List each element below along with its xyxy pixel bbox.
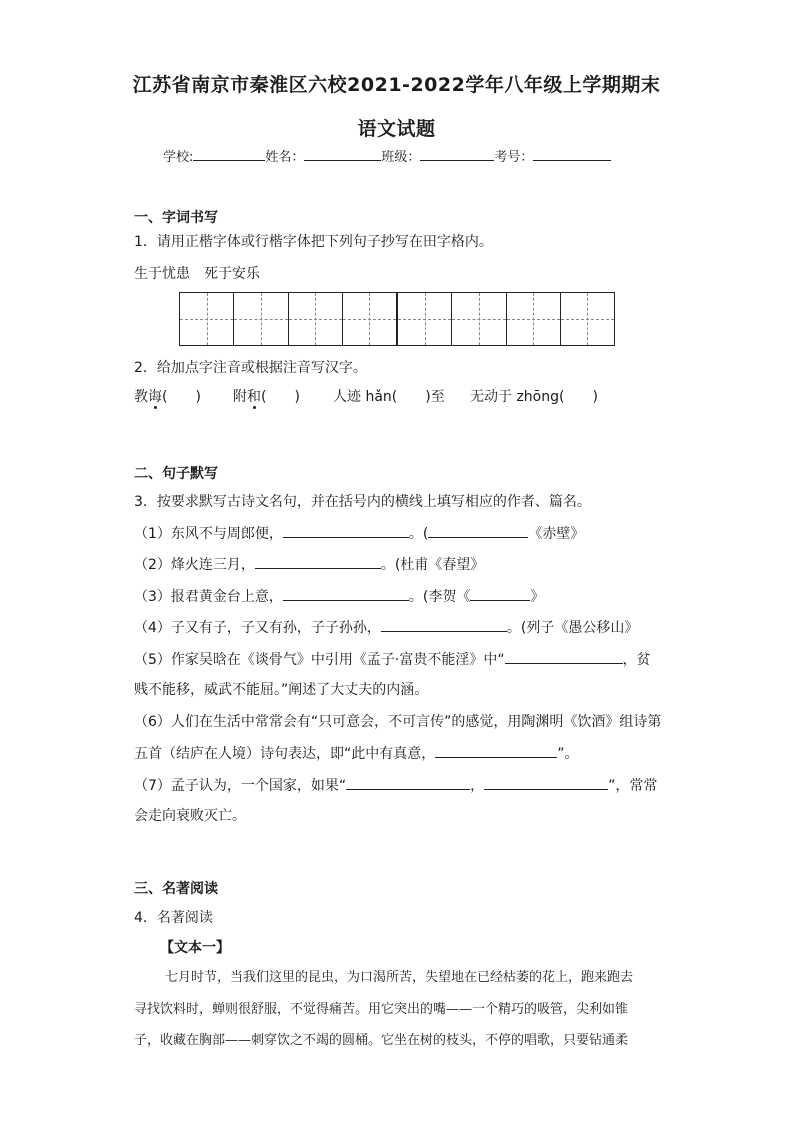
section-heading-2: 二、句子默写 [134,466,218,482]
q2-prompt: 2．给加点字注音或根据注音写汉字。 [134,360,367,376]
answer-blank[interactable] [255,554,381,569]
class-blank[interactable] [420,146,494,161]
answer-blank[interactable] [470,586,530,601]
q2-item-3: 人迹 hǎn( )至 [333,389,445,405]
class-label: 班级： [381,150,421,165]
name-label: 姓名： [265,150,305,165]
q3-line-4: （4）子又有子，子又有孙，子子孙孙， 。(列子《愚公移山》 [134,617,638,638]
tianzige-grid[interactable] [179,292,615,346]
school-label: 学校: [163,150,194,165]
answer-blank[interactable] [428,523,528,538]
grid-cell[interactable] [289,293,343,345]
section-heading-1: 一、字词书写 [134,210,218,226]
q1-sentence: 生于忧患 死于安乐 [134,266,260,282]
q4-prompt: 4．名著阅读 [134,910,213,926]
grid-cell[interactable] [343,293,398,345]
answer-blank[interactable] [381,617,507,632]
exam-no-label: 考号： [494,150,534,165]
q3-line-7-cont: 会走向衰败灭亡。 [134,808,246,824]
q3-line-3: （3）报君黄金台上意， 。(李贺《 》 [134,586,544,607]
q3-prompt: 3．按要求默写古诗文名句，并在括号内的横线上填写相应的作者、篇名。 [134,494,591,510]
passage-line: 七月时节，当我们这里的昆虫，为口渴所苦，失望地在已经枯萎的花上，跑来跑去 [165,970,634,985]
answer-blank[interactable] [346,775,470,790]
title-line-1: 江苏省南京市秦淮区六校2021-2022学年八年级上学期期末 [132,74,661,96]
q2-item-1: 教诲( ) [134,389,201,405]
grid-cell[interactable] [561,293,614,345]
q3-line-2: （2）烽火连三月， 。(杜甫《春望》 [134,554,484,575]
title-line-2: 语文试题 [357,118,436,140]
dotted-char: 诲 [148,389,162,405]
q3-line-7: （7）孟子认为，一个国家，如果“ ， ”，常常 [134,775,657,796]
answer-blank[interactable] [283,523,409,538]
q3-line-5-cont: 贱不能移，威武不能屈。”阐述了大丈夫的内涵。 [134,682,429,698]
section-heading-3: 三、名著阅读 [134,881,218,897]
q3-line-1: （1）东风不与周郎便， 。( 《赤壁》 [134,523,584,544]
grid-cell[interactable] [507,293,561,345]
passage-line: 寻找饮料时，蝉则很舒服，不觉得痛苦。用它突出的嘴——一个精巧的吸管，尖利如锥 [134,1002,629,1017]
name-blank[interactable] [304,146,381,161]
answer-blank[interactable] [435,743,557,758]
answer-blank[interactable] [505,649,623,664]
school-blank[interactable] [193,146,265,161]
q3-line-6-cont: 五首（结庐在人境）诗句表达，即“此中有真意， ”。 [134,743,579,764]
q2-item-4: 无动于 zhōng( ) [470,389,598,405]
q1-prompt: 1．请用正楷字体或行楷字体把下列句子抄写在田字格内。 [134,234,493,250]
q2-item-2: 附和( ) [233,389,300,405]
grid-cell[interactable] [234,293,288,345]
grid-cell[interactable] [180,293,234,345]
grid-cell[interactable] [398,293,452,345]
answer-blank[interactable] [484,775,608,790]
dotted-char: 和 [247,389,261,405]
grid-cell[interactable] [452,293,506,345]
passage-line: 子，收藏在胸部——刺穿饮之不竭的圆桶。它坐在树的枝头，不停的唱歌，只要钻通柔 [134,1033,629,1048]
student-info-line [163,146,611,165]
text-one-heading: 【文本一】 [160,940,230,956]
q3-line-6: （6）人们在生活中常常会有“只可意会，不可言传”的感觉，用陶渊明《饮酒》组诗第 [134,714,662,730]
exam-no-blank[interactable] [533,146,611,161]
q3-line-5: （5）作家吴晗在《谈骨气》中引用《孟子·富贵不能淫》中“ ，贫 [134,649,651,670]
answer-blank[interactable] [283,586,409,601]
